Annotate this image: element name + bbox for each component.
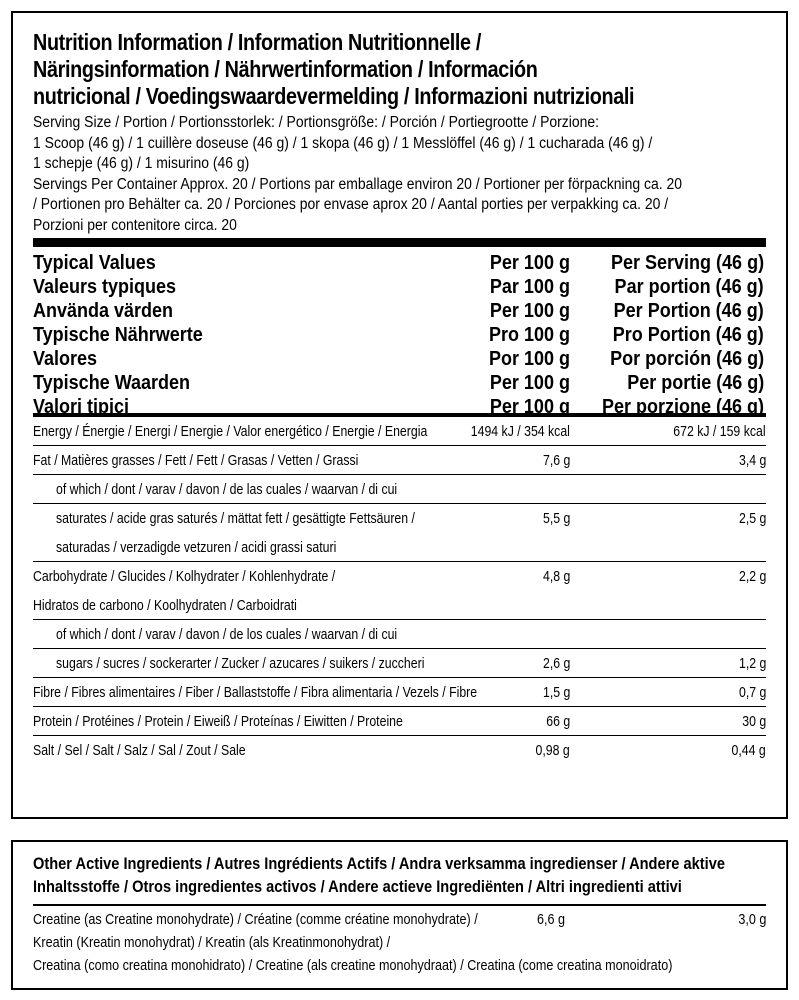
typical-values-label: Typical Values (33, 252, 156, 274)
nutrient-row-of-which (33, 475, 766, 504)
title-line: nutricional / Voedingswaardevermelding / Informazioni nutrizionali (33, 83, 635, 109)
nutrient-row-carbohydrate-cont (33, 591, 766, 620)
serving-line: Servings Per Container Approx. 20 / Portions par emballage environ 20 / Portioner per förpackning ca. 20 (33, 175, 683, 193)
nutrient-label: of which / dont / varav / davon / de las cuales / waarvan / di cui (56, 481, 398, 498)
nutrient-per-serving: 30 g (742, 713, 766, 730)
per-100g-header: Per 100 g (489, 372, 570, 394)
title-line: Other Active Ingredients / Autres Ingrédients Actifs / Andra verksamma ingredienser / Andere aktive (33, 854, 725, 873)
per-serving-header: Per Portion (46 g) (613, 300, 764, 322)
nutrient-label: saturates / acide gras saturés / mättat fett / gesättigte Fettsäuren / (56, 510, 415, 527)
nutrient-row-sugars (33, 649, 766, 678)
nutrient-row-fibre (33, 678, 766, 707)
ingredient-per-serving: 3,0 g (737, 911, 766, 928)
typical-values-label: Valeurs typiques (33, 276, 177, 298)
nutrient-row-of-which (33, 620, 766, 649)
per-100g-header: Per 100 g (489, 252, 570, 274)
other-ingredients-title (33, 852, 764, 898)
nutrient-per-100g: 1,5 g (542, 684, 570, 701)
per-100g-header: Per 100 g (489, 396, 570, 418)
ingredient-label: Kreatin (Kreatin monohydrat) / Kreatin (als Kreatinmonohydrat) / (33, 934, 391, 951)
typical-values-row (33, 299, 766, 323)
per-100g-header: Per 100 g (489, 300, 570, 322)
nutrient-row-energy (33, 417, 766, 446)
serving-line: / Portionen pro Behälter ca. 20 / Porciones por envase aprox 20 / Aantal porties per verpakking ca. 20 / (33, 196, 669, 213)
ingredient-row-creatine (33, 908, 766, 931)
nutrient-per-100g: 0,98 g (535, 742, 570, 759)
per-serving-header: Pro Portion (46 g) (612, 324, 764, 346)
serving-line: Porzioni per contenitore circa. 20 (33, 216, 237, 234)
ingredient-row-creatine-cont (33, 931, 766, 954)
nutrient-label: of which / dont / varav / davon / de los cuales / waarvan / di cui (56, 626, 398, 643)
nutrient-per-100g: 1494 kJ / 354 kcal (470, 423, 570, 440)
per-100g-header: Par 100 g (489, 276, 570, 298)
nutrient-per-100g: 5,5 g (542, 510, 570, 527)
typical-values-row (33, 347, 766, 371)
nutrient-per-serving: 672 kJ / 159 kcal (673, 423, 766, 440)
serving-line: 1 schepje (46 g) / 1 misurino (46 g) (33, 155, 250, 172)
divider (33, 904, 766, 906)
thick-divider (33, 238, 766, 247)
nutrient-per-serving: 2,5 g (738, 510, 766, 527)
typical-values-row (33, 371, 766, 395)
nutrient-label: Fibre / Fibres alimentaires / Fiber / Ballaststoffe / Fibra alimentaria / Vezels / Fibre (33, 684, 478, 701)
nutrient-label: Carbohydrate / Glucides / Kolhydrater / Kohlenhydrate / (33, 568, 336, 585)
typical-values-row (33, 275, 766, 299)
per-serving-header: Par portion (46 g) (614, 276, 764, 298)
ingredient-label: Creatina (como creatina monohidrato) / Creatine (als creatine monohydraat) / Creatina (come creatina monoidrato) (33, 957, 673, 974)
nutrient-per-serving: 1,2 g (738, 655, 766, 672)
nutrient-row-fat (33, 446, 766, 475)
typical-values-row (33, 251, 766, 275)
nutrient-per-serving: 0,44 g (731, 742, 766, 759)
typical-values-label: Typische Nährwerte (33, 324, 203, 346)
nutrition-title (33, 29, 764, 110)
per-serving-header: Per portie (46 g) (626, 372, 764, 394)
ingredient-table (33, 908, 766, 977)
nutrient-label: saturadas / verzadigde vetzuren / acidi grassi saturi (56, 539, 337, 556)
per-100g-header: Por 100 g (488, 348, 570, 370)
ingredient-label: Creatine (as Creatine monohydrate) / Créatine (comme créatine monohydrate) / (33, 911, 478, 928)
ingredient-row-creatine-cont (33, 954, 766, 977)
nutrient-per-100g: 4,8 g (542, 568, 570, 585)
typical-values-row (33, 395, 766, 419)
typical-values-label: Valori tipici (33, 396, 130, 418)
nutrition-panel (11, 11, 788, 819)
serving-info (33, 113, 765, 236)
typical-values-label: Använda värden (33, 300, 174, 322)
title-line: Nutrition Information / Information Nutritionnelle / (33, 29, 482, 55)
typical-values-label: Valores (33, 348, 98, 370)
nutrient-per-100g: 2,6 g (542, 655, 570, 672)
nutrient-label: Protein / Protéines / Protein / Eiweiß / Proteínas / Eiwitten / Proteine (33, 713, 403, 730)
nutrient-per-serving: 0,7 g (738, 684, 766, 701)
nutrient-label: Hidratos de carbono / Koolhydraten / Carboidrati (33, 597, 297, 614)
nutrient-per-100g: 66 g (546, 713, 570, 730)
ingredient-per-100g: 6,6 g (537, 911, 566, 928)
serving-line: 1 Scoop (46 g) / 1 cuillère doseuse (46 g) / 1 skopa (46 g) / 1 Messlöffel (46 g) / 1 cucharada (46 g) / (33, 134, 653, 152)
nutrient-per-100g: 7,6 g (542, 452, 570, 469)
nutrient-row-saturates-cont (33, 533, 766, 562)
nutrient-row-protein (33, 707, 766, 736)
per-serving-header: Per Serving (46 g) (610, 252, 764, 274)
nutrient-label: Fat / Matières grasses / Fett / Fett / Grasas / Vetten / Grassi (33, 452, 359, 469)
nutrient-per-serving: 2,2 g (738, 568, 766, 585)
typical-values-header (33, 247, 766, 418)
title-line: Inhaltsstoffe / Otros ingredientes activos / Andere actieve Ingrediënten / Altri ingredienti attivi (33, 877, 682, 896)
nutrient-per-serving: 3,4 g (738, 452, 766, 469)
other-ingredients-panel (11, 840, 788, 990)
nutrient-label: Energy / Énergie / Energi / Energie / Valor energético / Energie / Energia (33, 423, 428, 440)
title-line: Näringsinformation / Nährwertinformation / Información (33, 56, 538, 82)
nutrient-row-saturates (33, 504, 766, 533)
typical-values-label: Typische Waarden (33, 372, 191, 394)
nutrient-label: Salt / Sel / Salt / Salz / Sal / Zout / Sale (33, 742, 246, 759)
nutrient-row-salt (33, 736, 766, 765)
typical-values-row (33, 323, 766, 347)
nutrient-label: sugars / sucres / sockerarter / Zucker / azucares / suikers / zuccheri (56, 655, 425, 672)
nutrient-row-carbohydrate (33, 562, 766, 591)
nutrient-table (33, 417, 766, 765)
per-serving-header: Per porzione (46 g) (601, 396, 764, 418)
per-100g-header: Pro 100 g (488, 324, 570, 346)
serving-line: Serving Size / Portion / Portionsstorlek: / Portionsgröße: / Porción / Portiegrootte / Porzione: (33, 114, 600, 131)
per-serving-header: Por porción (46 g) (609, 348, 764, 370)
